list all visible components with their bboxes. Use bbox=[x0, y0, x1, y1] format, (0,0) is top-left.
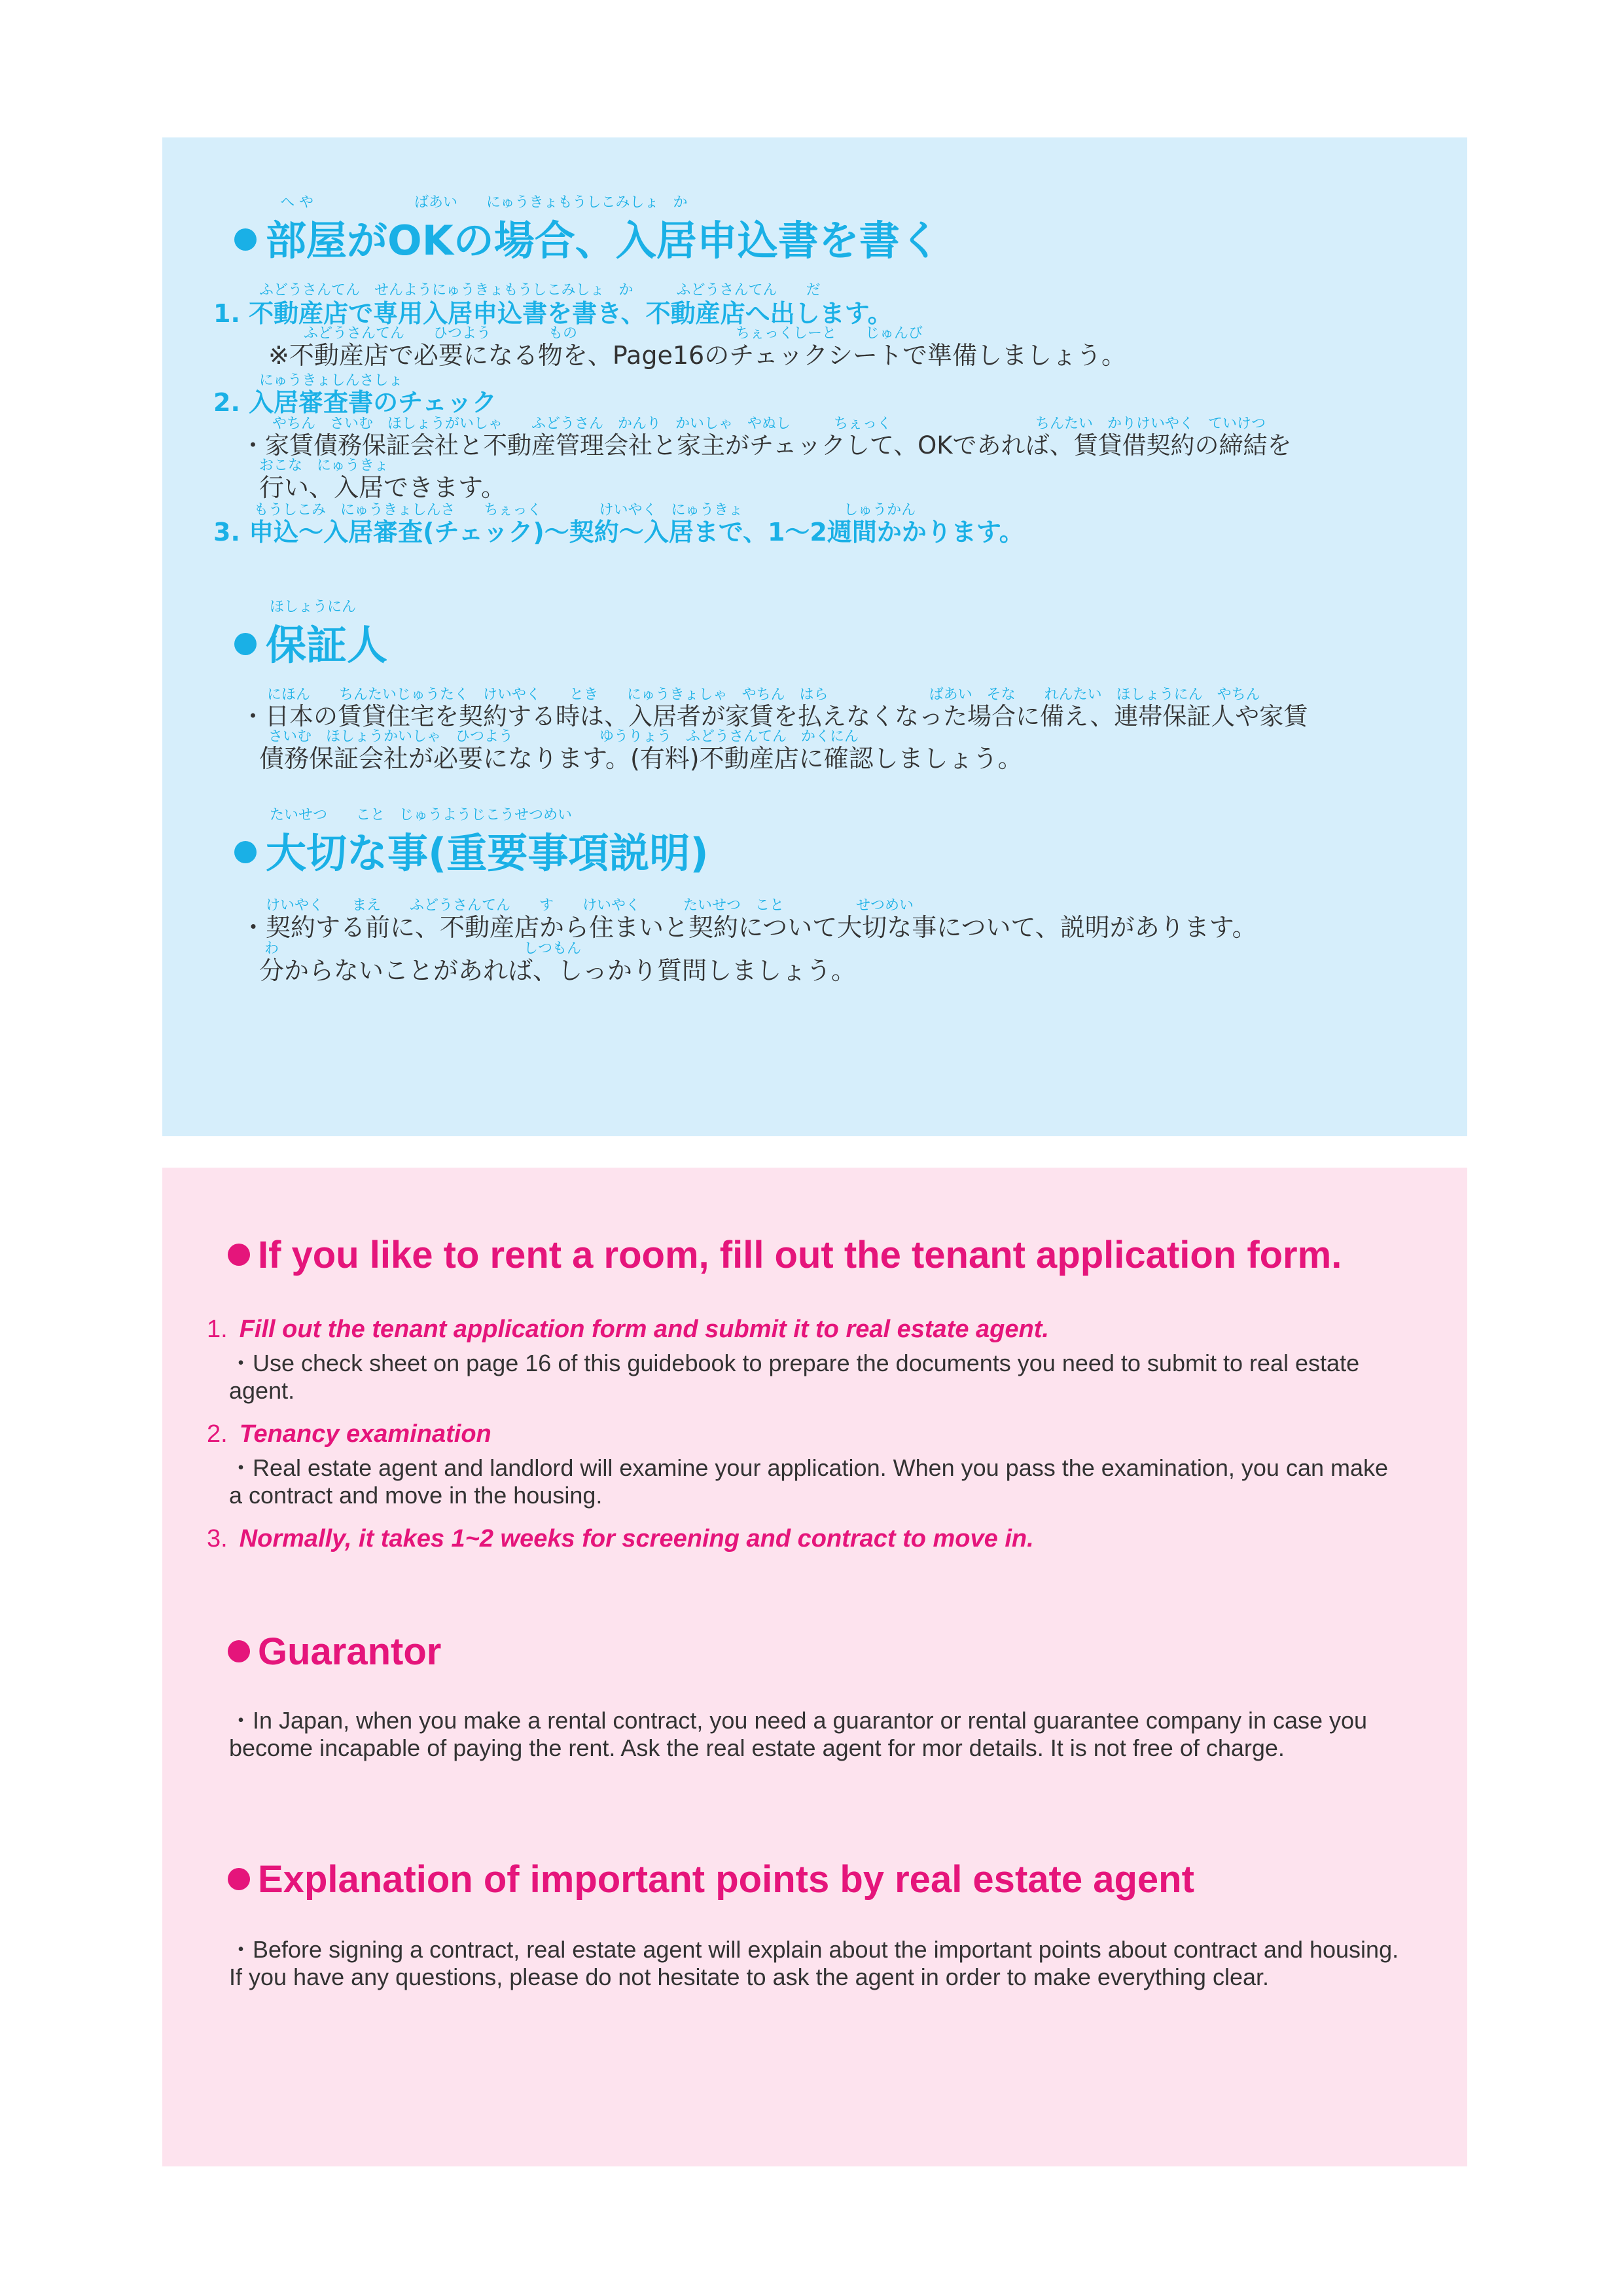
english-panel bbox=[162, 1168, 1467, 2166]
en-s3-body: ・Before signing a contract, real estate agent will explain about the important points about contract and housing. If you have any questions, please do not hesitate to ask the agent in order to make everything clear. bbox=[229, 1936, 1399, 1990]
item-title: 申込～入居審査(チェック)～契約～入居まで、1～2週間かかります。 bbox=[249, 518, 1024, 547]
en-s2-heading bbox=[228, 1630, 441, 1674]
item-number: 1. bbox=[213, 299, 240, 328]
item-title: Fill out the tenant application form and submit it to real estate agent. bbox=[239, 1316, 1049, 1343]
jp-s1-item2-body-line1: ・家賃債務保証会社と不動産管理会社と家主がチェックして、OKであれば、賃貸借契約の締結を bbox=[241, 431, 1292, 459]
item-title: 入居審査書のチェック bbox=[249, 388, 497, 417]
bullet-icon bbox=[234, 841, 257, 863]
jp-s2-body-ruby2: さいむ ほしょうかいしゃ ひつよう ゆうりょう ふどうさんてん かくにん bbox=[268, 728, 859, 745]
jp-s3-body-line2: 分からないことがあれば、しっかり質問しましょう。 bbox=[259, 956, 857, 985]
japanese-panel bbox=[162, 137, 1467, 1136]
jp-s1-item1-ruby: ふどうさんてん せんようにゅうきょもうしこみしょ か ふどうさんてん だ bbox=[259, 282, 821, 298]
jp-s1-item1-note: ※不動産店で必要になる物を、Page16のチェックシートで準備しましょう。 bbox=[268, 341, 1127, 370]
en-s2-body: ・In Japan, when you make a rental contract, you need a guarantor or rental guarantee company in case you become incapable of paying the rent. Ask the real estate agent for mor details. It is not free of charge. bbox=[229, 1707, 1368, 1761]
item-number: 2. bbox=[213, 388, 240, 417]
jp-s1-heading-text: 部屋がOKの場合、入居申込書を書く bbox=[266, 217, 940, 264]
en-s1-item2-body: ・Real estate agent and landlord will examine your application. When you pass the examination, you can make a contract and move in the housing. bbox=[229, 1454, 1389, 1509]
jp-s1-item3-ruby: もうしこみ にゅうきょしんさ ちぇっく けいやく にゅうきょ しゅうかん bbox=[254, 502, 916, 518]
jp-s1-item2-ruby: にゅうきょしんさしょ bbox=[259, 372, 403, 389]
jp-s1-item2-body-ruby2: おこな にゅうきょ bbox=[259, 457, 389, 474]
jp-s1-item2-body-ruby: やちん さいむ ほしょうがいしゃ ふどうさん かんり かいしゃ やぬし ちぇっく ちんたい かりけいやく ていけつ bbox=[272, 416, 1266, 432]
bullet-icon bbox=[234, 633, 257, 655]
bullet-icon bbox=[228, 1640, 250, 1662]
item-number: 2. bbox=[207, 1420, 228, 1448]
jp-s1-ruby: へ や ばあい にゅうきょもうしこみしょ か bbox=[280, 194, 688, 211]
jp-s3-heading-text: 大切な事(重要事項説明) bbox=[266, 829, 709, 877]
jp-s2-heading bbox=[234, 613, 387, 671]
jp-s1-item1-note-ruby: ふどうさんてん ひつよう もの ちぇっくしーと じゅんび bbox=[304, 325, 923, 342]
en-s1-item2 bbox=[207, 1420, 491, 1448]
en-s1-item1 bbox=[207, 1316, 1049, 1344]
jp-s2-heading-text: 保証人 bbox=[266, 621, 388, 669]
jp-s2-ruby: ほしょうにん bbox=[270, 599, 357, 615]
item-title: 不動産店で専用入居申込書を書き、不動産店へ出します。 bbox=[249, 299, 893, 328]
jp-s3-ruby: たいせつ こと じゅうようじこうせつめい bbox=[270, 807, 573, 823]
en-s1-item3 bbox=[207, 1525, 1034, 1553]
bullet-icon bbox=[234, 228, 257, 251]
jp-s2-body-line1: ・日本の賃貸住宅を契約する時は、入居者が家賃を払えなくなった場合に備え、連帯保証人や家賃 bbox=[241, 702, 1308, 730]
bullet-icon bbox=[228, 1868, 250, 1890]
item-number: 1. bbox=[207, 1316, 228, 1343]
item-number: 3. bbox=[213, 518, 240, 547]
en-s3-heading-text: Explanation of important points by real estate agent bbox=[258, 1858, 1194, 1901]
en-s1-heading bbox=[228, 1233, 1342, 1277]
en-s1-heading-text: If you like to rent a room, fill out the tenant application form. bbox=[258, 1234, 1342, 1276]
jp-s3-heading bbox=[234, 821, 709, 879]
jp-s3-body-line1: ・契約する前に、不動産店から住まいと契約について大切な事について、説明があります。 bbox=[241, 913, 1257, 942]
jp-s2-body-ruby: にほん ちんたいじゅうたく けいやく とき にゅうきょしゃ やちん はら ばあい そな れんたい ほしょうにん やちん bbox=[267, 687, 1260, 703]
jp-s1-item3 bbox=[213, 512, 1024, 548]
bullet-icon bbox=[228, 1244, 250, 1266]
jp-s1-item2-body-line2: 行い、入居できます。 bbox=[259, 473, 506, 502]
en-s3-heading bbox=[228, 1857, 1194, 1901]
item-title: Tenancy examination bbox=[239, 1420, 491, 1448]
en-s2-heading-text: Guarantor bbox=[258, 1630, 442, 1673]
item-number: 3. bbox=[207, 1525, 228, 1552]
en-s1-item1-body: ・Use check sheet on page 16 of this guidebook to prepare the documents you need to submit to real estate agent. bbox=[229, 1350, 1360, 1404]
jp-s3-body-ruby: けいやく まえ ふどうさんてん す けいやく たいせつ こと せつめい bbox=[266, 897, 914, 914]
jp-s3-body-ruby2: わ しつもん bbox=[264, 941, 582, 957]
item-title: Normally, it takes 1~2 weeks for screening and contract to move in. bbox=[239, 1525, 1034, 1552]
jp-s1-heading bbox=[234, 208, 940, 266]
jp-s2-body-line2: 債務保証会社が必要になります。(有料)不動産店に確認しましょう。 bbox=[259, 744, 1023, 773]
